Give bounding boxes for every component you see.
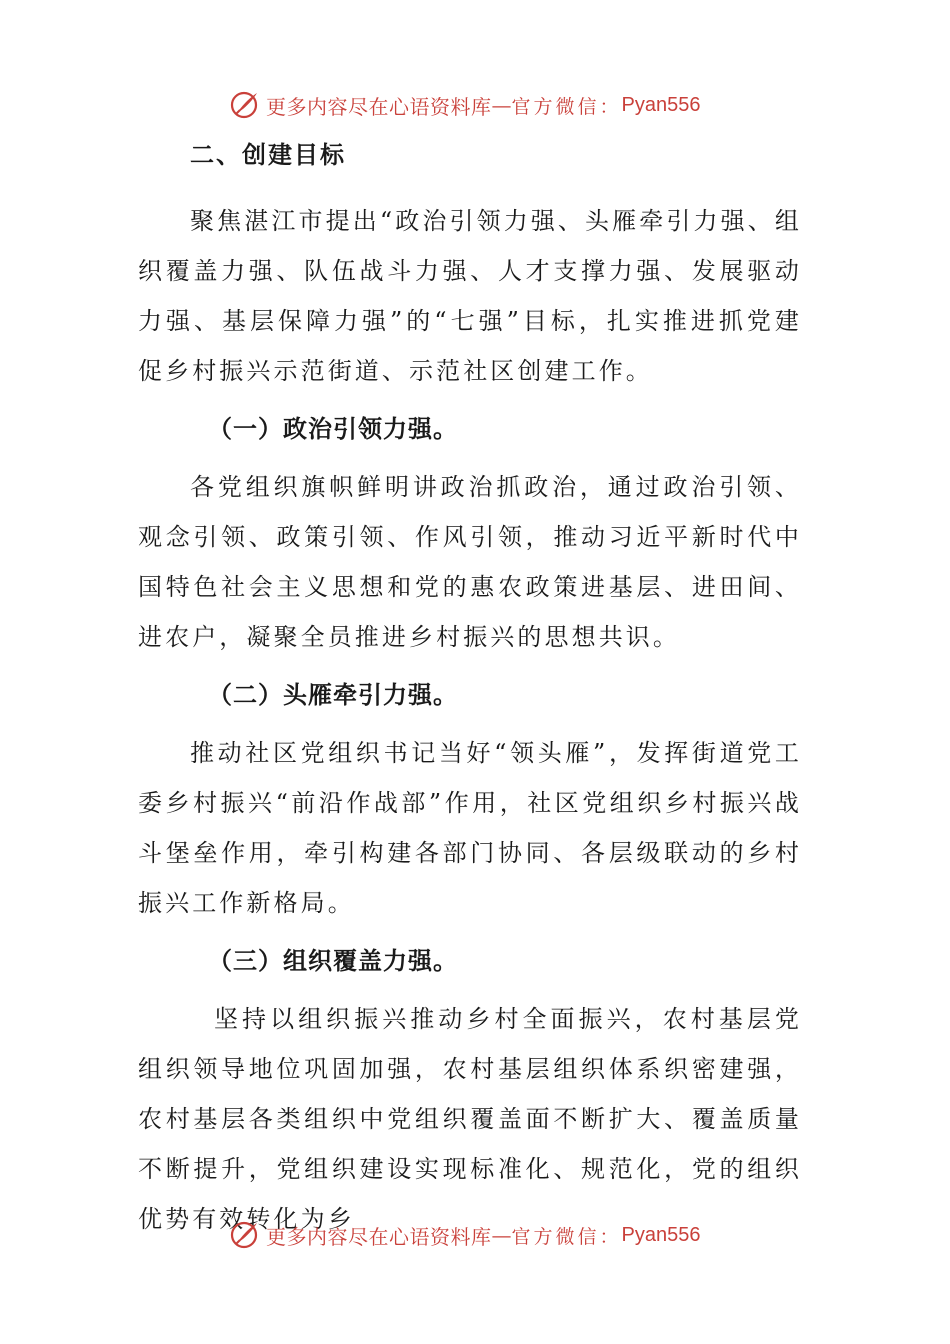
- item-heading-2: （二）头雁牵引力强。: [208, 681, 458, 709]
- quill-logo-icon: [228, 1219, 260, 1251]
- watermark-main-text: 更多内容尽在心语资料库: [266, 94, 492, 119]
- item-body-3: 坚持以组织振兴推动乡村全面振兴，农村基层党组织领导地位巩固加强，农村基层组织体系织密建强，农村基层各类组织中党组织覆盖面不断扩大、覆盖质量不断提升，党组织建设实现标准化、规范化，党的组织优势有效转化为乡: [138, 1005, 802, 1233]
- document-body: [138, 130, 802, 1244]
- watermark-dash: —: [491, 93, 512, 117]
- item-heading-3: （三）组织覆盖力强。: [208, 947, 458, 975]
- watermark-wechat-id: Pyan556: [621, 93, 701, 116]
- intro-paragraph: 聚焦湛江市提出“政治引领力强、头雁牵引力强、组织覆盖力强、队伍战斗力强、人才支撑力强、发展驱动力强、基层保障力强”的“七强”目标，扎实推进抓党建促乡村振兴示范街道、示范社区创建工作。: [138, 207, 802, 385]
- watermark-header: [228, 88, 700, 122]
- watermark-sub-text: 官方微信：: [511, 95, 622, 118]
- watermark-footer: [228, 1218, 700, 1252]
- quill-logo-icon: [228, 89, 260, 121]
- watermark-sub-text: 官方微信：: [511, 1225, 622, 1248]
- watermark-dash: —: [491, 1223, 512, 1247]
- item-body-2: 推动社区党组织书记当好“领头雁”，发挥街道党工委乡村振兴“前沿作战部”作用，社区党组织乡村振兴战斗堡垒作用，牵引构建各部门协同、各层级联动的乡村振兴工作新格局。: [138, 739, 802, 917]
- watermark-wechat-id: Pyan556: [621, 1223, 701, 1246]
- watermark-main-text: 更多内容尽在心语资料库: [266, 1224, 492, 1249]
- item-heading-1: （一）政治引领力强。: [208, 415, 458, 443]
- section-title: 二、创建目标: [190, 141, 346, 169]
- item-body-1: 各党组织旗帜鲜明讲政治抓政治，通过政治引领、观念引领、政策引领、作风引领，推动习近平新时代中国特色社会主义思想和党的惠农政策进基层、进田间、进农户，凝聚全员推进乡村振兴的思想共识。: [138, 473, 802, 651]
